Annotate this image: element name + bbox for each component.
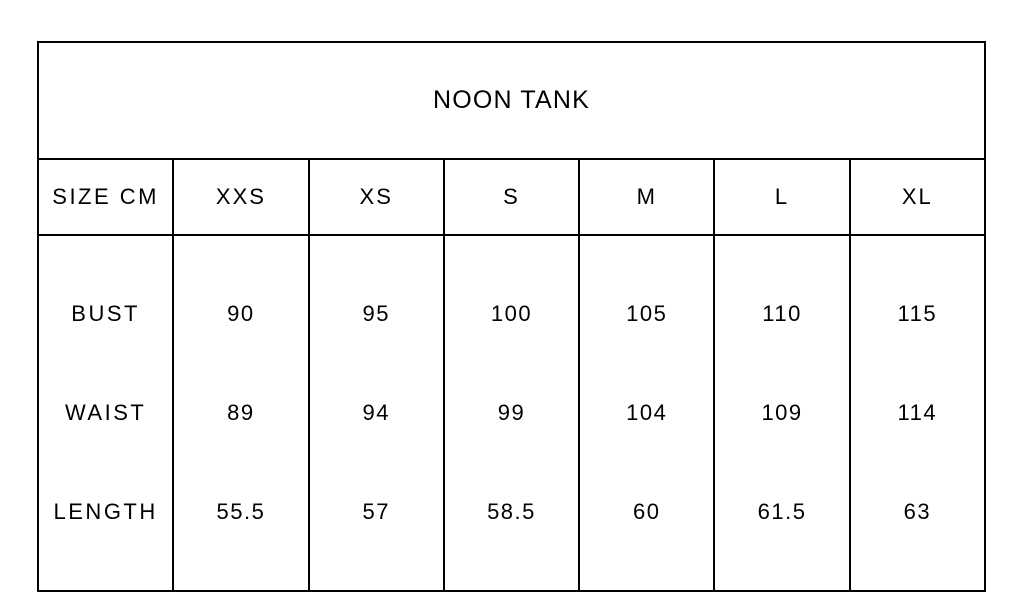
table-row	[38, 462, 985, 561]
spacer-cell	[38, 561, 173, 591]
spacer-cell	[714, 561, 849, 591]
row-label-length: LENGTH	[38, 462, 173, 561]
column-header-xs: XS	[309, 159, 444, 235]
spacer-cell	[38, 235, 173, 265]
column-header-size-cm: SIZE CM	[38, 159, 173, 235]
title-row	[38, 42, 985, 159]
table-row	[38, 265, 985, 364]
cell-waist-m: 104	[579, 364, 714, 463]
cell-waist-s: 99	[444, 364, 579, 463]
cell-bust-xxs: 90	[173, 265, 308, 364]
cell-length-xxs: 55.5	[173, 462, 308, 561]
measurements-body	[38, 235, 985, 591]
cell-length-l: 61.5	[714, 462, 849, 561]
table-row	[38, 364, 985, 463]
row-label-bust: BUST	[38, 265, 173, 364]
cell-bust-s: 100	[444, 265, 579, 364]
spacer-row-bottom	[38, 561, 985, 591]
spacer-cell	[444, 561, 579, 591]
table-header-row	[38, 159, 985, 235]
spacer-cell	[173, 235, 308, 265]
row-label-waist: WAIST	[38, 364, 173, 463]
cell-waist-xs: 94	[309, 364, 444, 463]
size-chart-table	[37, 41, 986, 592]
spacer-cell	[579, 561, 714, 591]
column-header-s: S	[444, 159, 579, 235]
cell-length-xl: 63	[850, 462, 985, 561]
column-header-l: L	[714, 159, 849, 235]
cell-bust-xs: 95	[309, 265, 444, 364]
spacer-cell	[579, 235, 714, 265]
spacer-cell	[850, 561, 985, 591]
spacer-cell	[309, 235, 444, 265]
spacer-cell	[714, 235, 849, 265]
column-header-m: M	[579, 159, 714, 235]
column-header-xxs: XXS	[173, 159, 308, 235]
spacer-row-top	[38, 235, 985, 265]
cell-waist-xxs: 89	[173, 364, 308, 463]
spacer-cell	[309, 561, 444, 591]
spacer-cell	[173, 561, 308, 591]
column-header-xl: XL	[850, 159, 985, 235]
cell-bust-m: 105	[579, 265, 714, 364]
cell-waist-xl: 114	[850, 364, 985, 463]
cell-length-s: 58.5	[444, 462, 579, 561]
cell-bust-xl: 115	[850, 265, 985, 364]
spacer-cell	[444, 235, 579, 265]
cell-bust-l: 110	[714, 265, 849, 364]
spacer-cell	[850, 235, 985, 265]
chart-title: NOON TANK	[38, 42, 985, 159]
cell-waist-l: 109	[714, 364, 849, 463]
cell-length-m: 60	[579, 462, 714, 561]
cell-length-xs: 57	[309, 462, 444, 561]
